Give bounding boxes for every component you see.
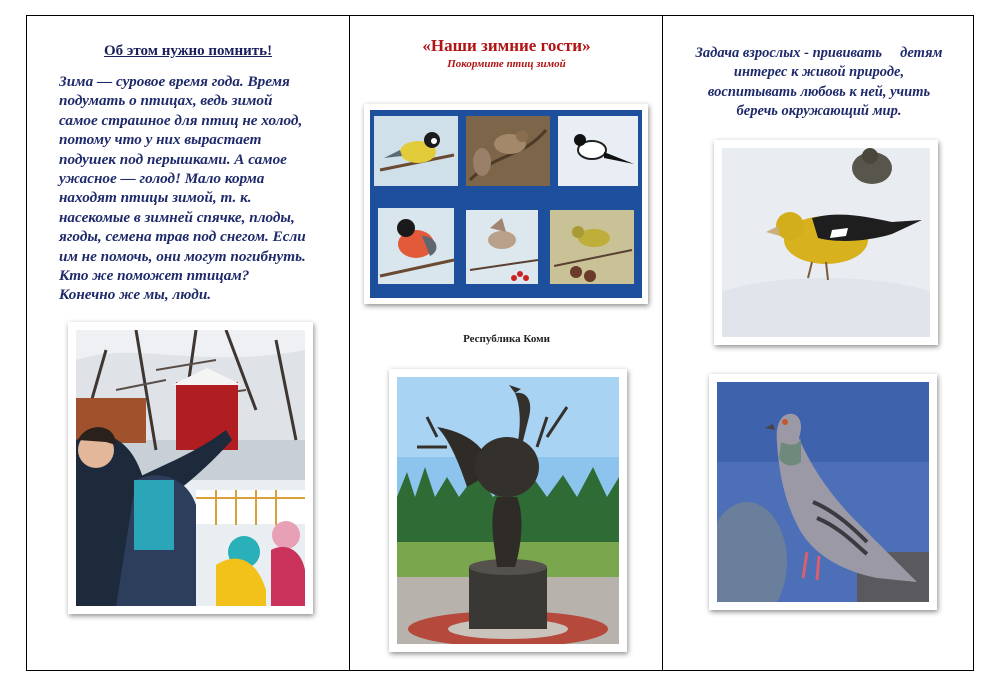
- task-line: интерес к живой природе,: [733, 64, 905, 81]
- paragraph-line: находят птицы зимой, т. к.: [59, 189, 252, 207]
- paragraph-line: потому что у них вырастает: [59, 131, 262, 149]
- task-line: воспитывать любовь к ней, учить: [707, 83, 931, 100]
- paragraph-line: подумать о птицах, ведь зимой: [59, 92, 273, 110]
- paragraph-line: насекомые в зимней спячке, плоды,: [59, 208, 295, 226]
- birds-collage-photo: [364, 104, 648, 304]
- task-line: Задача взрослых - прививать детям: [695, 45, 943, 61]
- paragraph-line: им не помочь, они могут погибнуть.: [59, 247, 306, 265]
- winter-paragraph: [59, 72, 337, 305]
- task-line: беречь окружающий мир.: [736, 103, 902, 120]
- remember-heading: Об этом нужно помнить!: [103, 43, 273, 59]
- grosbeak-in-snow-photo: [714, 140, 938, 345]
- paragraph-line: Конечно же мы, люди.: [59, 286, 212, 304]
- right-panel: [662, 16, 975, 670]
- paragraph-line: ягоды, семена трав под снегом. Если: [59, 228, 306, 246]
- middle-panel: [349, 16, 663, 670]
- capercaillie-monument-photo: [389, 369, 627, 652]
- brochure-sheet: [26, 15, 974, 671]
- children-feeding-birds-photo: [68, 322, 313, 614]
- region-label: Республика Коми: [463, 333, 550, 345]
- left-panel: [27, 16, 349, 670]
- brochure-title: «Наши зимние гости»: [422, 36, 591, 55]
- paragraph-line: Зима — суровое время года. Время: [59, 73, 290, 90]
- paragraph-line: Кто же поможет птицам?: [59, 267, 250, 285]
- paragraph-line: самое страшное для птиц не холод,: [59, 111, 303, 129]
- adults-task-text: [673, 44, 965, 122]
- paragraph-line: ужасное — голод! Мало корма: [59, 170, 265, 188]
- paragraph-line: подушек под перышками. А самое: [59, 150, 287, 168]
- pigeon-photo: [709, 374, 937, 610]
- brochure-subtitle: Покормите птиц зимой: [447, 58, 566, 70]
